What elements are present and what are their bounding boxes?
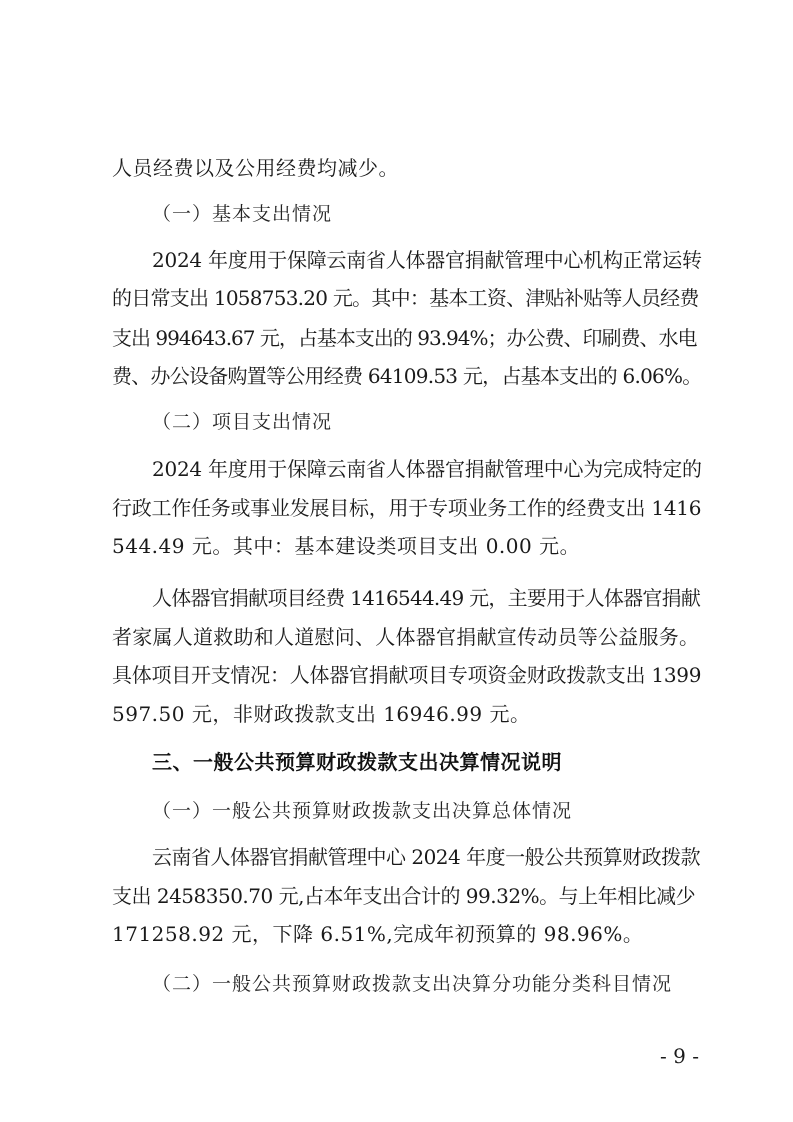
section-heading-general-budget: 三、一般公共预算财政拨款支出决算情况说明	[152, 750, 562, 774]
paragraph-line: 2024 年度用于保障云南省人体器官捐献管理中心机构正常运转	[152, 248, 702, 272]
subsection-heading-basic-expenditure: （一）基本支出情况	[152, 203, 333, 225]
subsection-heading-project-expenditure: （二）项目支出情况	[152, 411, 333, 433]
paragraph-line: 支出 2458350.70 元,占本年支出合计的 99.32%。与上年相比减少	[112, 884, 696, 908]
paragraph-line: 的日常支出 1058753.20 元。其中：基本工资、津贴补贴等人员经费	[112, 286, 699, 310]
page-number: - 9 -	[660, 1044, 699, 1068]
subsection-heading-functional-classification: （二）一般公共预算财政拨款支出决算分功能分类科目情况	[152, 973, 673, 995]
subsection-heading-overall: （一）一般公共预算财政拨款支出决算总体情况	[152, 800, 573, 822]
paragraph-line: 597.50 元，非财政拨款支出 16946.99 元。	[112, 702, 531, 726]
paragraph-line: 人体器官捐献项目经费 1416544.49 元，主要用于人体器官捐献	[152, 586, 701, 610]
paragraph-line: 行政工作任务或事业发展目标，用于专项业务工作的经费支出 1416	[112, 496, 702, 520]
paragraph-line: 支出 994643.67 元，占基本支出的 93.94%；办公费、印刷费、水电	[112, 326, 697, 350]
paragraph-line: 2024 年度用于保障云南省人体器官捐献管理中心为完成特定的	[152, 457, 702, 481]
paragraph-line: 171258.92 元，下降 6.51%,完成年初预算的 98.96%。	[112, 922, 644, 946]
paragraph-line: 费、办公设备购置等公用经费 64109.53 元，占基本支出的 6.06%。	[112, 364, 702, 388]
paragraph-line: 云南省人体器官捐献管理中心 2024 年度一般公共预算财政拨款	[152, 845, 701, 869]
paragraph-line: 人员经费以及公用经费均减少。	[112, 156, 399, 180]
paragraph-line: 者家属人道救助和人道慰问、人体器官捐献宣传动员等公益服务。	[112, 625, 700, 649]
paragraph-line: 具体项目开支情况：人体器官捐献项目专项资金财政拨款支出 1399	[112, 663, 702, 687]
paragraph-line: 544.49 元。其中：基本建设类项目支出 0.00 元。	[112, 534, 581, 558]
